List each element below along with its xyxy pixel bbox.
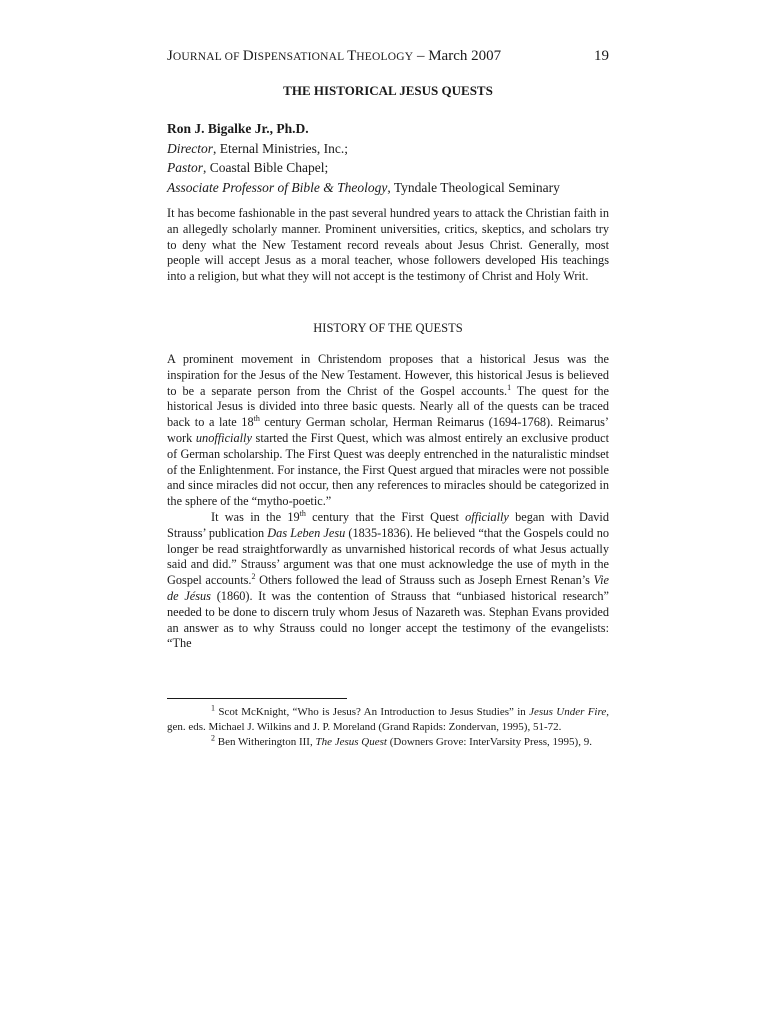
author-name: Ron J. Bigalke Jr., Ph.D.: [167, 121, 309, 136]
footnote-ref-2[interactable]: 2: [251, 572, 256, 582]
running-head: [167, 46, 609, 67]
affiliation-2: Pastor, Coastal Bible Chapel;: [167, 160, 329, 175]
page-number: 19: [594, 48, 609, 64]
footnote-divider: [167, 698, 347, 699]
paragraph-1: A prominent movement in Christendom proposes that a historical Jesus was the inspiration for the Jesus of the New Testament. However, this historical Jesus is believed to be a separate person from the Christ of the Gospel accounts.$^1$ The quest for the historical Jesus is divided into three basic quests. Nearly all of the quests can be traced back to a late 18th century German scholar, Herman Reimarus (1694-1768). Reimarus’ work unofficially started the First Quest, which was almost entirely an exclusive product of German scholarship. The First Quest was deeply entrenched in the naturalistic mindset of the Enlightenment. For instance, the First Quest argued that miracles were not possible and since miracles did not occur, then any references to miracles should be categorized in the sphere of the “mytho-poetic.”: [167, 352, 609, 509]
main-text: [167, 352, 609, 652]
affiliation-3: Associate Professor of Bible & Theology, Tyndale Theological Seminary: [167, 179, 560, 195]
paragraph-2: It was in the 19th century that the First Quest officially began with David Strauss’ publication Das Leben Jesu (1835-1836). He believed “that the Gospels could no longer be read straightforwardly as unvarnished historical records of what Jesus actually said and did.” Strauss’ argument was that one must acknowledge the use of myth in the Gospel accounts.$^2$ Others followed the lead of Strauss such as Joseph Ernest Renan’s Vie de Jésus (1860). It was the contention of Strauss that “unbiased historical research” needed to be done to discern truly whom Jesus of Nazareth was. Stephan Evans provided an answer as to why Strauss could no longer accept the testimony of the evangelists: “The: [167, 508, 609, 651]
article-title: THE HISTORICAL JESUS QUESTS: [283, 83, 493, 98]
intro-section: [167, 206, 609, 285]
footnote-ref-1[interactable]: 1: [507, 382, 512, 392]
footnotes: [167, 705, 609, 750]
intro-paragraph: It has become fashionable in the past several hundred years to attack the Christian faith in an allegedly scholarly manner. Prominent universities, critics, skeptics, and scholars try to deny what the New Testament record reveals about Jesus Christ. Generally, most people will accept Jesus as a moral teacher, whose followers developed His teachings into a religion, but what they will not accept is the testimony of Christ and Holy Writ.: [167, 206, 609, 284]
author-byline: [167, 119, 609, 197]
section-heading: HISTORY OF THE QUESTS: [313, 321, 463, 335]
footnote-2: $^2$ Ben Witherington III, The Jesus Quest (Downers Grove: InterVarsity Press, 1995), 9.: [211, 733, 592, 748]
issue-date: – March 2007: [413, 48, 502, 64]
affiliation-1: Director, Eternal Ministries, Inc.;: [167, 140, 348, 156]
footnote-1: $^1$ Scot McKnight, “Who is Jesus? An Introduction to Jesus Studies” in Jesus Under Fire, gen. eds. Michael J. Wilkins and J. P. Moreland (Grand Rapids: Zondervan, 1995), 51-72.: [167, 703, 609, 733]
journal-name: JOURNAL OF DISPENSATIONAL THEOLOGY: [167, 48, 414, 64]
